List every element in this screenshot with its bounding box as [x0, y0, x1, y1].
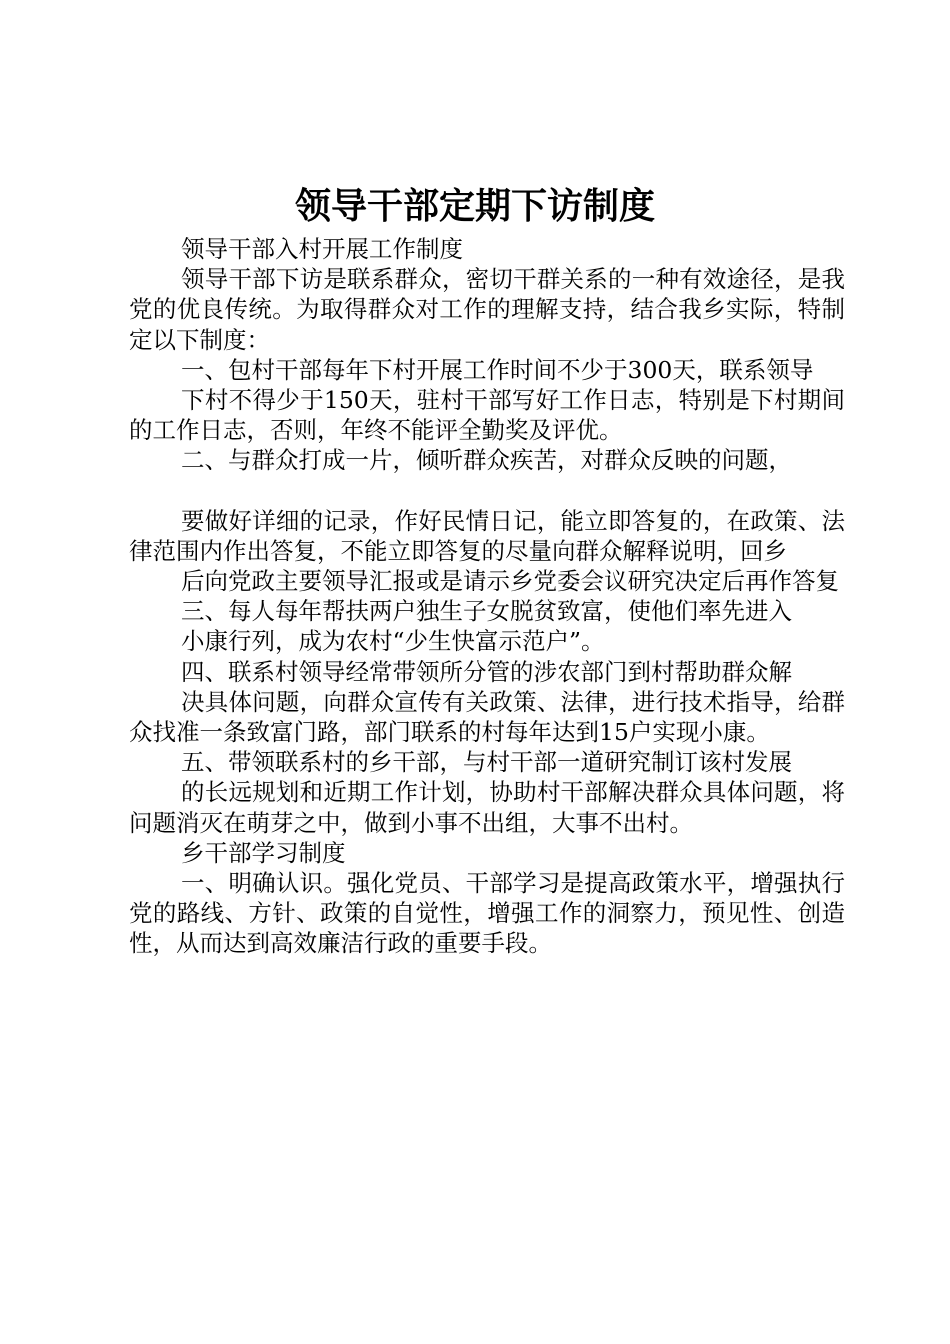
section-heading: 乡干部学习制度 [181, 838, 346, 867]
paragraph: 五、带领联系村的乡干部，与村干部一道研究制订该村发展 [181, 748, 792, 777]
paragraph: 的长远规划和近期工作计划，协助村干部解决群众具体问题，将问题消灭在萌芽之中，做到小事不出组，大事不出村。 [129, 778, 845, 837]
section-heading: 领导干部入村开展工作制度 [181, 235, 463, 263]
document-body [129, 234, 845, 959]
paragraph: 要做好详细的记录，作好民情日记，能立即答复的，在政策、法律范围内作出答复，不能立即答复的尽量向群众解释说明，回乡 [129, 506, 845, 565]
paragraph: 下村不得少于150天，驻村干部写好工作日志，特别是下村期间的工作日志，否则，年终不能评全勤奖及评优。 [129, 386, 845, 445]
paragraph: 后向党政主要领导汇报或是请示乡党委会议研究决定后再作答复 [181, 567, 839, 596]
paragraph: 四、联系村领导经常带领所分管的涉农部门到村帮助群众解 [181, 657, 792, 686]
paragraph: 决具体问题，向群众宣传有关政策、法律，进行技术指导，给群众找准一条致富门路，部门联系的村每年达到15户实现小康。 [129, 687, 845, 747]
paragraph: 三、每人每年帮扶两户独生子女脱贫致富，使他们率先进入 [181, 597, 792, 626]
paragraph: 二、与群众打成一片，倾听群众疾苦，对群众反映的问题， [181, 446, 792, 475]
paragraph: 小康行列，成为农村“少生快富示范户”。 [181, 627, 605, 656]
paragraph: 领导干部下访是联系群众，密切干群关系的一种有效途径，是我党的优良传统。为取得群众对工作的理解支持，结合我乡实际，特制定以下制度： [129, 265, 845, 354]
paragraph: 一、包村干部每年下村开展工作时间不少于300天，联系领导 [181, 355, 814, 384]
paragraph: 一、明确认识。强化党员、干部学习是提高政策水平，增强执行党的路线、方针、政策的自觉性，增强工作的洞察力，预见性、创造性，从而达到高效廉洁行政的重要手段。 [129, 869, 845, 958]
document-title: 领导干部定期下访制度 [294, 185, 655, 227]
